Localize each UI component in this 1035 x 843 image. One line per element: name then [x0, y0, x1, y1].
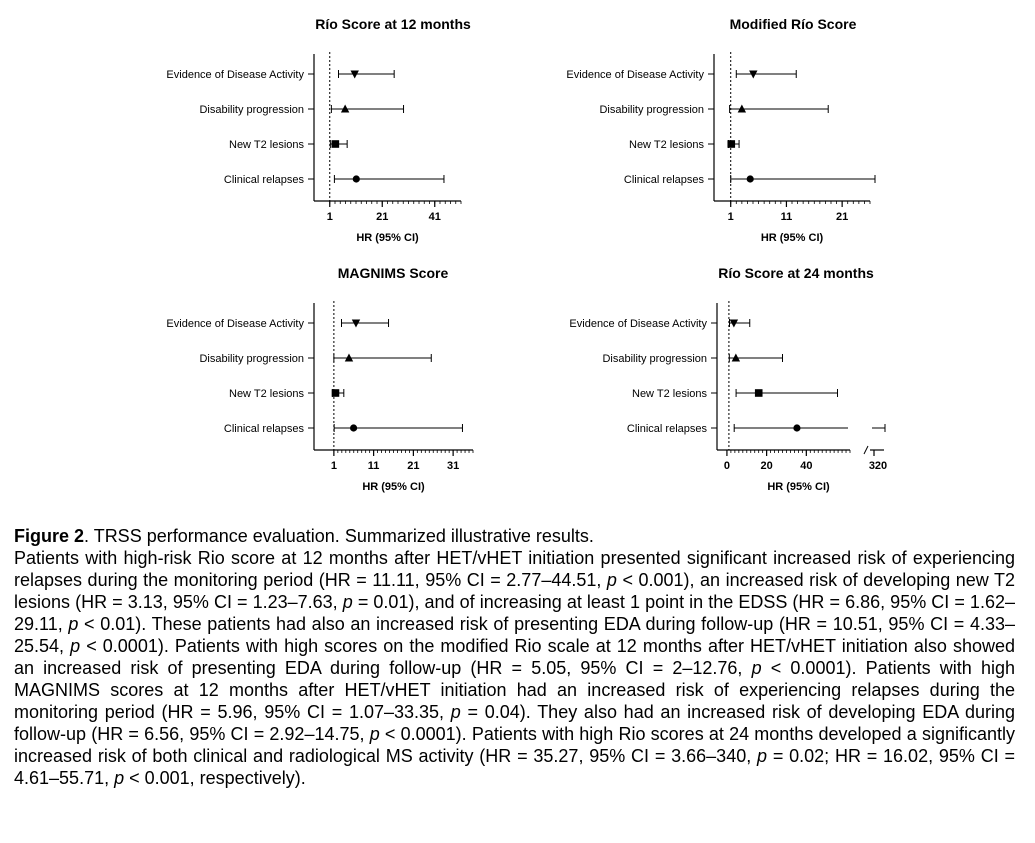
row-label: Clinical relapses: [223, 174, 304, 186]
axis-break-mark: [864, 446, 868, 454]
row-label: Evidence of Disease Activity: [566, 69, 704, 81]
caption-body: [14, 547, 1015, 789]
figure-caption: [14, 525, 1015, 789]
caption-text: < 0.0001). Patients with high scores on the modified Rio scale at 12 months after HET/vHET initiation also showed an increased risk of presenting EDA during follow-up (HR = 5.05, 95% CI = 2–12.76,: [14, 636, 1016, 678]
caption-text: < 0.001, respectively).: [124, 768, 306, 788]
hr-point-square: [755, 389, 763, 397]
row-label: Evidence of Disease Activity: [569, 318, 707, 330]
p-value-symbol: p: [751, 658, 762, 678]
x-tick-label: 320: [868, 460, 888, 472]
caption-text: < 0.0001). Patients with high MAGNIMS scores at 12 months after HET/vHET initiation had an increased risk of experiencing relapses during the monitoring period (HR = 5.96, 95% CI = 1.07–33.35,: [14, 658, 1015, 722]
hr-point-circle: [747, 175, 754, 182]
row-label: Clinical relapses: [626, 423, 707, 435]
x-tick-label: 1: [326, 211, 333, 223]
p-value-symbol: p: [70, 636, 81, 656]
figure-title: . TRSS performance evaluation. Summarized illustrative results.: [84, 526, 594, 546]
x-axis-label: HR (95% CI): [760, 232, 824, 244]
row-label: New T2 lesions: [229, 139, 304, 151]
p-value-symbol: p: [342, 592, 353, 612]
panel-title: Río Score at 24 months: [718, 265, 874, 281]
panel-title: MAGNIMS Score: [337, 265, 449, 281]
p-value-symbol: p: [606, 570, 617, 590]
caption-text: = 0.02; HR = 16.02, 95% CI = 4.61–55.71,: [14, 746, 1015, 788]
row-label: Evidence of Disease Activity: [166, 318, 304, 330]
row-label: New T2 lesions: [229, 388, 304, 400]
p-value-symbol: p: [757, 746, 768, 766]
x-tick-label: 1: [727, 211, 734, 223]
row-label: Disability progression: [199, 353, 304, 365]
caption-text: Patients with high-risk Rio score at 12 months after HET/vHET initiation presented significant increased risk of experiencing relapses during the monitoring period (HR = 11.11, 95% CI = 2.77–44.51,: [14, 548, 1015, 590]
p-value-symbol: p: [114, 768, 125, 788]
hr-point-circle: [793, 424, 800, 431]
x-tick-label: 11: [780, 211, 793, 223]
panel-title: Modified Río Score: [729, 16, 857, 32]
caption-heading: [14, 525, 1015, 547]
x-tick-label: 21: [407, 460, 420, 472]
row-label: Disability progression: [602, 353, 707, 365]
caption-text: < 0.0001). Patients with high Rio scores at 24 months developed a significantly increased risk of both clinical and radiological MS activity (HR = 35.27, 95% CI = 3.66–340,: [14, 724, 1015, 766]
x-tick-label: 20: [760, 460, 773, 472]
x-tick-label: 40: [800, 460, 813, 472]
x-tick-label: 21: [376, 211, 389, 223]
x-tick-label: 41: [428, 211, 441, 223]
x-axis-label: HR (95% CI): [356, 232, 419, 244]
caption-text: = 0.01), and of increasing at least 1 point in the EDSS (HR = 6.86, 95% CI = 1.62–29.11,: [14, 592, 1015, 634]
panel-title: Río Score at 12 months: [315, 16, 471, 32]
x-tick-label: 0: [723, 460, 730, 472]
x-tick-label: 21: [836, 211, 849, 223]
hr-point-square: [727, 140, 735, 148]
figure-label: Figure 2: [14, 526, 85, 546]
p-value-symbol: p: [68, 614, 79, 634]
x-tick-label: 31: [447, 460, 460, 472]
x-tick-label: 11: [367, 460, 380, 472]
row-label: New T2 lesions: [632, 388, 707, 400]
forest-panel: [569, 265, 887, 493]
hr-point-square: [332, 140, 340, 148]
caption-text: < 0.001), an increased risk of developing new T2 lesions (HR = 3.13, 95% CI = 1.23–7.63,: [14, 570, 1015, 612]
row-label: Clinical relapses: [623, 174, 704, 186]
p-value-symbol: p: [369, 724, 380, 744]
hr-point-circle: [353, 175, 360, 182]
hr-point-circle: [350, 424, 357, 431]
x-axis-label: HR (95% CI): [362, 481, 425, 493]
row-label: New T2 lesions: [629, 139, 704, 151]
row-label: Evidence of Disease Activity: [166, 69, 304, 81]
row-label: Clinical relapses: [223, 423, 304, 435]
row-label: Disability progression: [199, 104, 304, 116]
row-label: Disability progression: [599, 104, 704, 116]
p-value-symbol: p: [450, 702, 461, 722]
caption-text: = 0.04). They also had an increased risk of developing EDA during follow-up (HR = 6.56, 95% CI = 2.92–14.75,: [14, 702, 1015, 744]
forest-panel: [166, 265, 473, 493]
forest-panel: [566, 16, 875, 244]
x-tick-label: 1: [330, 460, 337, 472]
hr-point-square: [332, 389, 340, 397]
forest-panel: [166, 16, 471, 244]
x-axis-label: HR (95% CI): [767, 481, 830, 493]
caption-text: < 0.01). These patients had also an increased risk of presenting EDA during follow-up (HR = 10.51, 95% CI = 4.33–25.54,: [14, 614, 1015, 656]
